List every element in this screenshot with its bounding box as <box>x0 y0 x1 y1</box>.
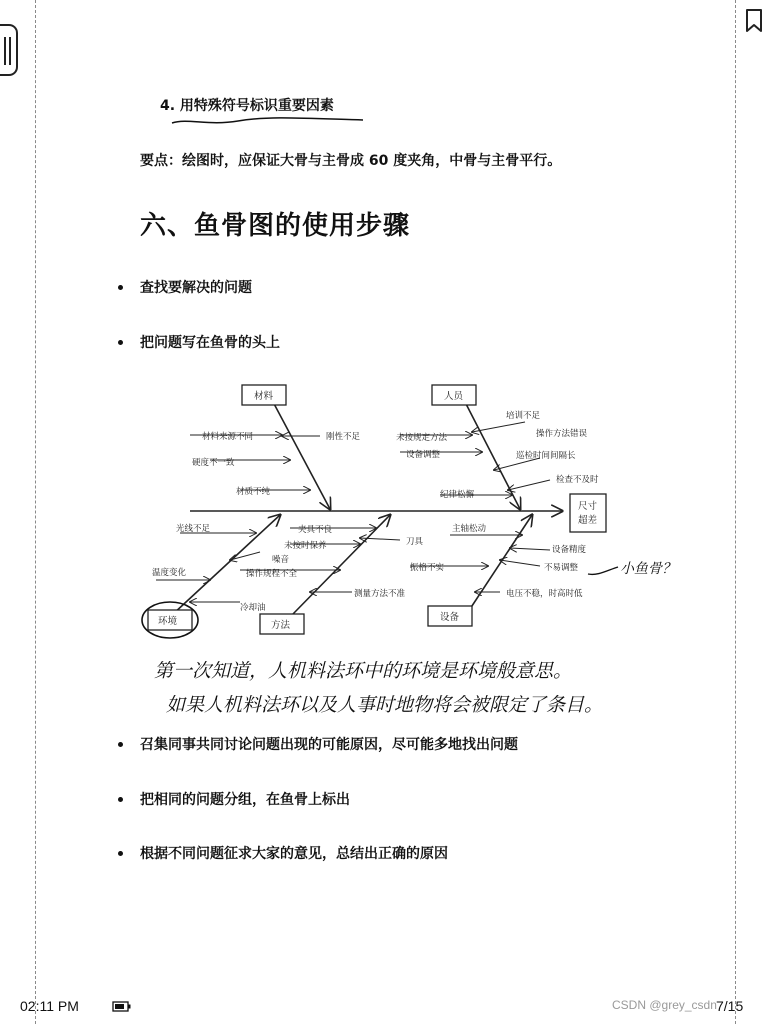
cause-label: 刚性不足 <box>326 432 361 442</box>
cause-label: 未按时保养 <box>284 541 327 551</box>
list-item: 根据不同问题征求大家的意见，总结出正确的原因 <box>118 843 448 863</box>
bookmark-icon[interactable] <box>744 8 764 34</box>
status-time: 02:11 PM <box>20 998 79 1014</box>
fishbone-diagram <box>130 370 630 640</box>
list-item: 查找要解决的问题 <box>118 277 252 297</box>
cause-label: 测量方法不准 <box>354 589 406 599</box>
list-item: 把问题写在鱼骨的头上 <box>118 332 280 352</box>
cause-label: 材质不纯 <box>236 487 271 497</box>
cause-label: 检查不及时 <box>556 475 599 485</box>
category-method: 方法 <box>271 620 291 631</box>
cause-label: 巡检时间间隔长 <box>516 451 576 461</box>
fishbone-head-line2: 超差 <box>578 515 598 526</box>
right-margin-line <box>735 0 736 1024</box>
cause-label: 光线不足 <box>176 524 211 534</box>
cause-label: 振格不实 <box>410 563 445 573</box>
category-people: 人员 <box>444 391 464 402</box>
key-point-text: 要点：绘图时，应保证大骨与主骨成 60 度夹角，中骨与主骨平行。 <box>140 153 562 169</box>
cause-label: 硬度不一致 <box>192 458 235 468</box>
cause-label: 纪律松懈 <box>440 490 475 500</box>
cause-label: 温度变化 <box>152 568 187 578</box>
cause-label: 培训不足 <box>506 411 541 421</box>
cause-label: 夹具不良 <box>298 525 333 535</box>
cause-label: 刀具 <box>406 537 424 547</box>
handwritten-arrow <box>586 564 622 578</box>
handwritten-underline <box>168 114 368 128</box>
cause-label: 设备调整 <box>406 450 441 460</box>
fishbone-head-line1: 尺寸 <box>578 501 598 512</box>
cause-label: 未按规定方法 <box>396 433 448 443</box>
section-title: 六、鱼骨图的使用步骤 <box>140 211 411 241</box>
list-item: 把相同的问题分组，在鱼骨上标出 <box>118 789 350 809</box>
cause-label: 操作方法错误 <box>536 429 588 439</box>
handwritten-side-note: 小鱼骨？ <box>620 561 676 577</box>
category-environment: 环境 <box>158 616 178 627</box>
page-indicator: 7/15 <box>716 998 744 1014</box>
category-material: 材料 <box>254 391 274 402</box>
cause-label: 噪音 <box>272 555 290 565</box>
handwritten-note-line2: 如果人机料法环以及人事时地物将会被限定了条目。 <box>166 694 604 716</box>
cause-label: 材料来源不同 <box>202 432 254 442</box>
cause-label: 不易调整 <box>544 563 579 573</box>
list-item: 召集同事共同讨论问题出现的可能原因，尽可能多地找出问题 <box>118 734 518 754</box>
cause-label: 电压不稳，时高时低 <box>506 589 583 599</box>
cause-label: 操作规程不全 <box>246 569 298 579</box>
cause-label: 设备精度 <box>552 545 587 555</box>
item-heading: 4. 用特殊符号标识重要因素 <box>160 98 334 114</box>
battery-icon <box>112 1001 132 1012</box>
cause-label: 冷却油 <box>240 603 266 613</box>
watermark: CSDN @grey_csdn <box>612 998 717 1012</box>
left-margin-line <box>35 0 36 1024</box>
cause-label: 主轴松动 <box>452 524 487 534</box>
handwritten-note-line1: 第一次知道，人机料法环中的环境是环境般意思。 <box>154 660 573 682</box>
drawer-handle-icon[interactable] <box>0 24 18 76</box>
category-equipment: 设备 <box>440 612 460 623</box>
